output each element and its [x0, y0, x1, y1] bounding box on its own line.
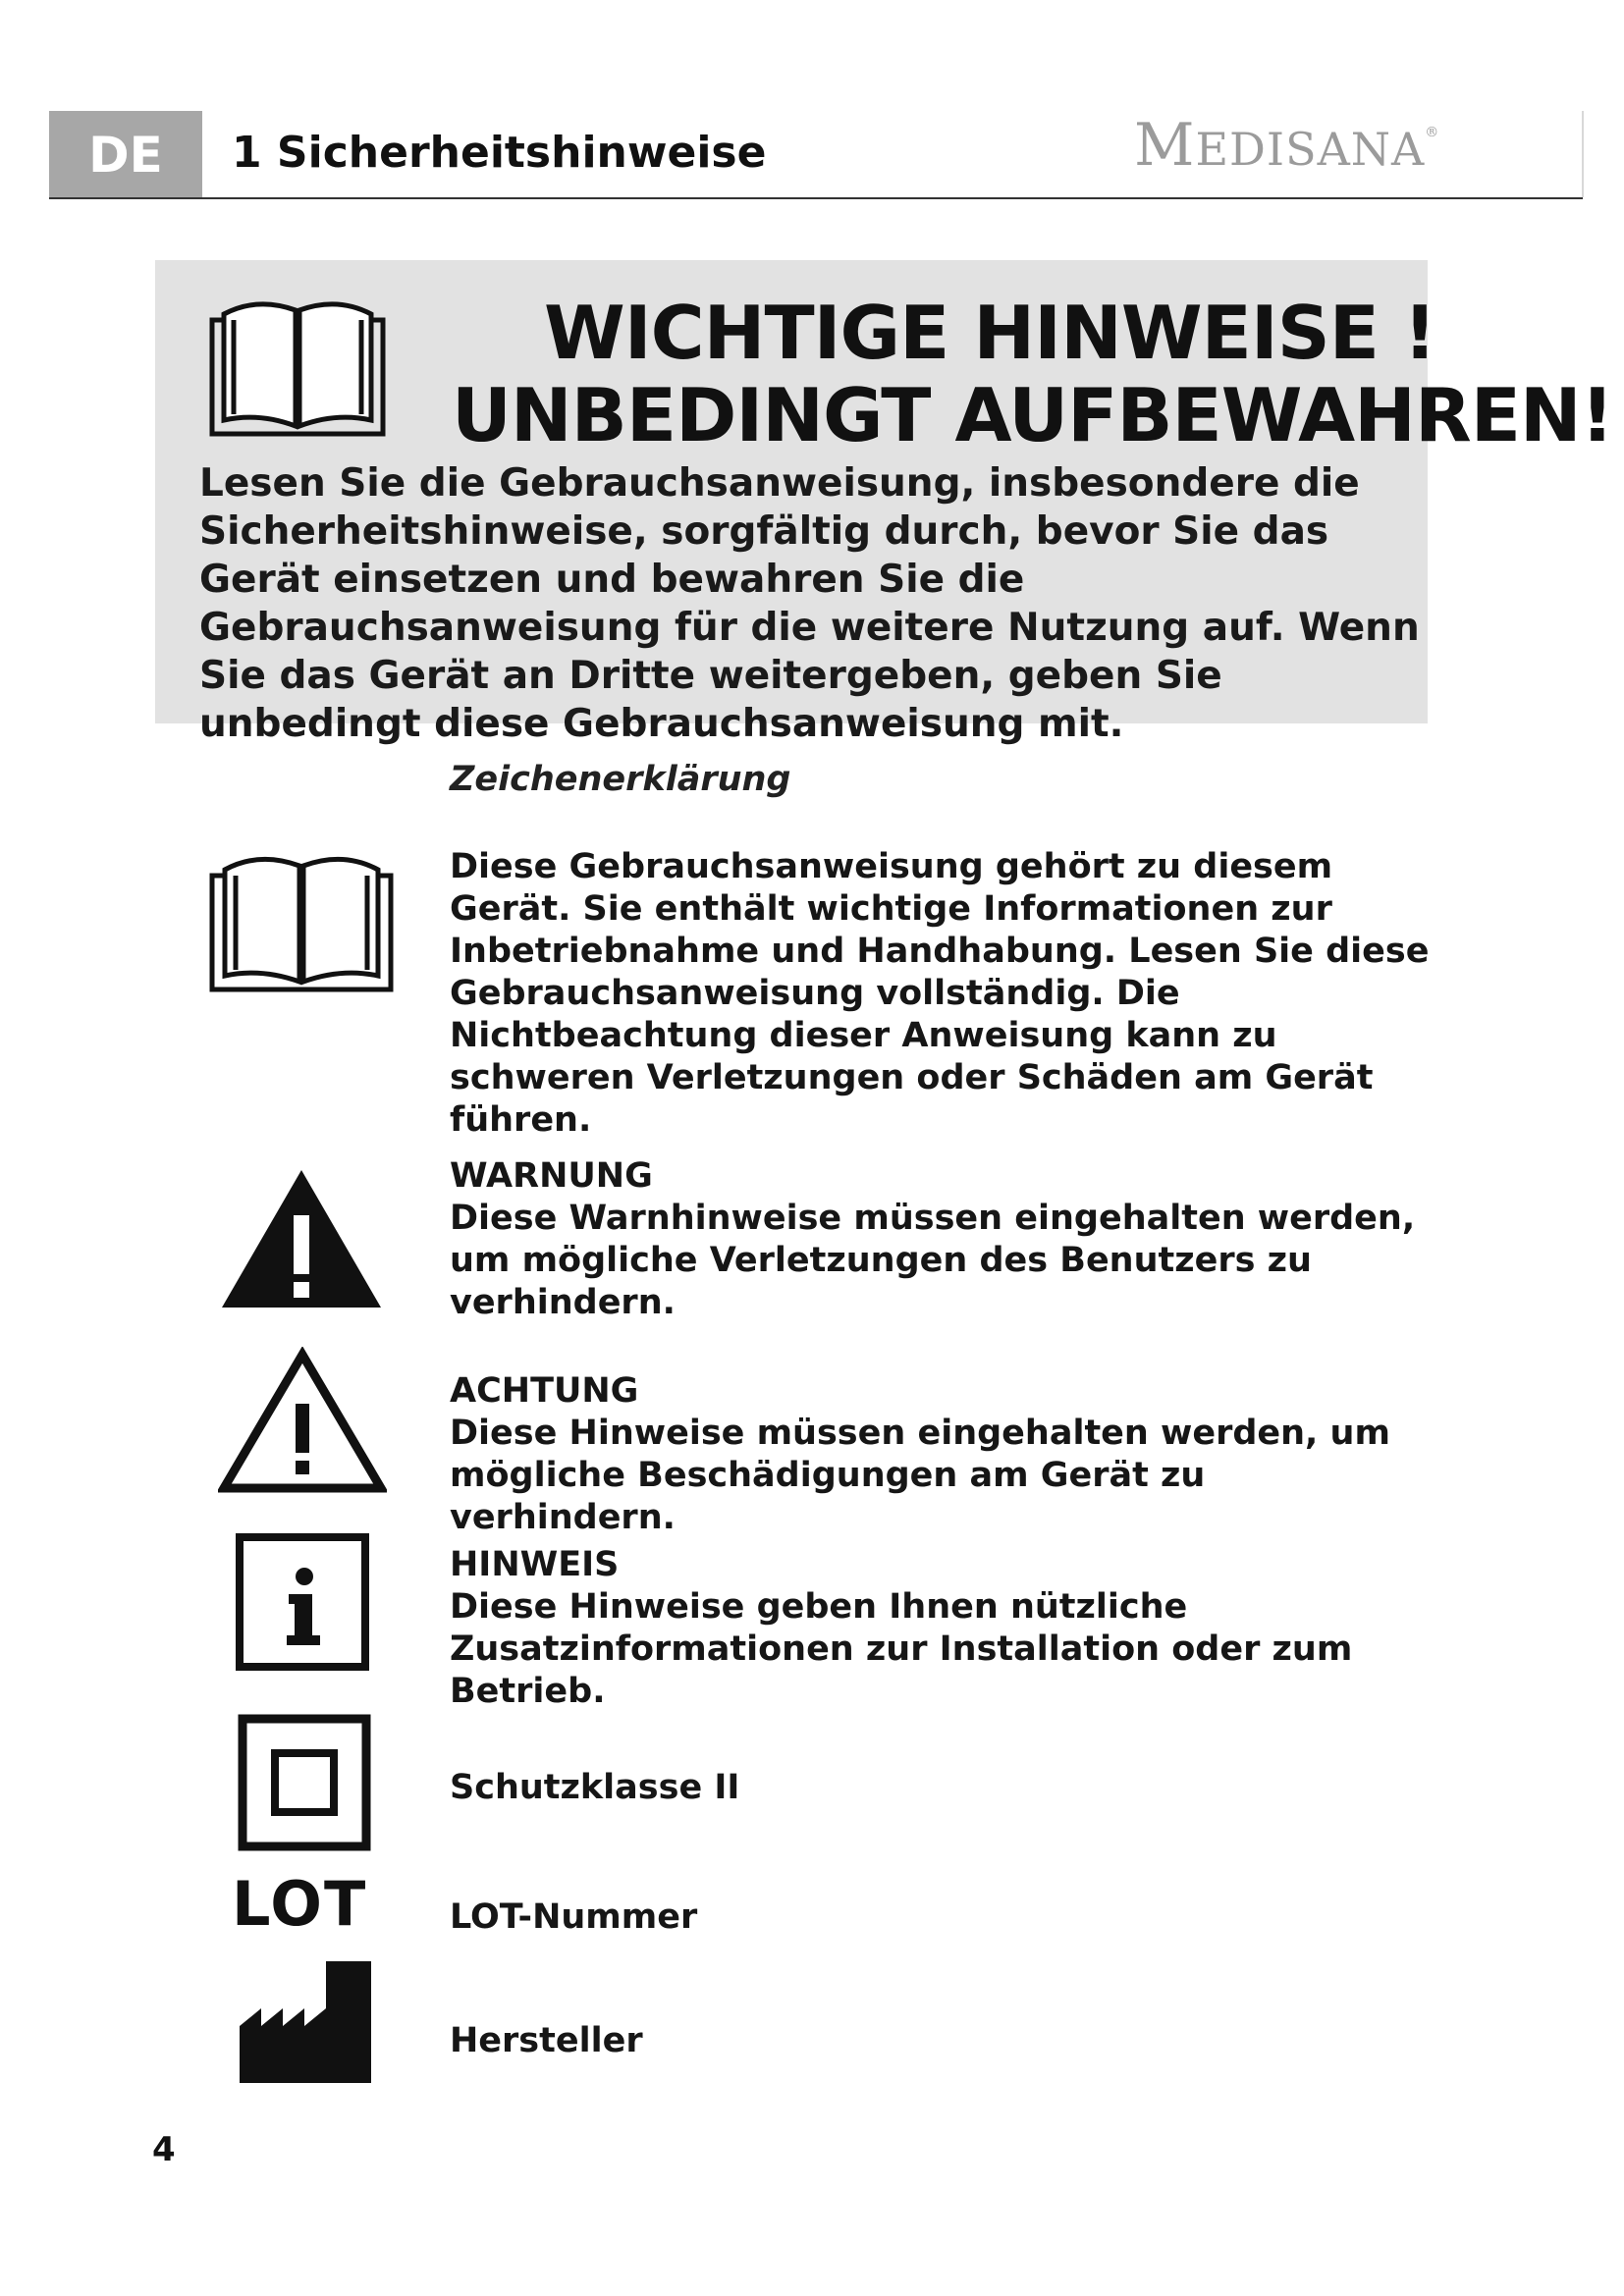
legend-item-lot: LOT-Nummer — [450, 1897, 698, 1937]
brand-first-letter: M — [1134, 111, 1196, 180]
legend-item-manufacturer: Hersteller — [450, 2021, 643, 2060]
note-text: Diese Hinweise geben Ihnen nützliche Zusatzinformationen zur Installation oder zum Betrieb. — [450, 1587, 1353, 1711]
lot-icon: LOT — [232, 1868, 368, 1940]
brand-trademark: ® — [1425, 125, 1440, 140]
manual-book-icon — [208, 293, 387, 440]
notice-heading-line2: UNBEDINGT AUFBEWAHREN! — [452, 372, 1613, 458]
caution-outline-triangle-icon — [218, 1347, 387, 1494]
legend-item-protection-class: Schutzklasse II — [450, 1768, 740, 1807]
caution-text: Diese Hinweise müssen eingehalten werden, um mögliche Beschädigungen am Gerät zu verhindern. — [450, 1414, 1390, 1537]
notice-heading — [452, 290, 1613, 458]
header-divider — [49, 197, 1583, 199]
page-number: 4 — [152, 2130, 176, 2169]
brand-logo — [1134, 111, 1439, 180]
legend-item-note — [450, 1544, 1432, 1713]
info-box-icon — [236, 1533, 369, 1671]
warning-filled-triangle-icon — [218, 1166, 385, 1311]
language-tab — [49, 111, 202, 199]
warning-text: Diese Warnhinweise müssen eingehalten werden, um mögliche Verletzungen des Benutzers zu verhindern. — [450, 1199, 1416, 1322]
legend-title: Zeichenerklärung — [450, 760, 791, 799]
protection-class-ii-icon — [238, 1714, 371, 1851]
legend-item-manual-text: Diese Gebrauchsanweisung gehört zu diesem Gerät. Sie enthält wichtige Informationen zur Inbetriebnahme und Handhabung. Lesen Sie diese Gebrauchsanweisung vollständig. Die Nichtbeachtung dieser Anweisung kann zu schweren Verletzungen oder Schäden am Gerät führen. — [450, 847, 1430, 1140]
warning-label: WARNUNG — [450, 1156, 653, 1196]
legend-item-caution — [450, 1370, 1432, 1539]
manufacturer-icon — [240, 1961, 371, 2083]
legend-item-warning — [450, 1155, 1432, 1324]
brand-rest: EDISANA — [1195, 123, 1426, 176]
notice-heading-line1: WICHTIGE HINWEISE ! — [544, 290, 1436, 376]
section-title: 1 Sicherheitshinweise — [232, 128, 767, 178]
manual-book-icon — [208, 846, 395, 995]
language-code: DE — [88, 127, 163, 184]
header-edge — [1582, 111, 1584, 197]
note-label: HINWEIS — [450, 1545, 620, 1584]
notice-body: Lesen Sie die Gebrauchsanweisung, insbesondere die Sicherheitshinweise, sorgfältig durch, bevor Sie das Gerät einsetzen und bewahren Sie die Gebrauchsanweisung für die weitere Nutzung auf. Wenn Sie das Gerät an Dritte weitergeben, geben Sie unbedingt diese Gebrauchsanweisung mit. — [199, 461, 1420, 746]
caution-label: ACHTUNG — [450, 1371, 639, 1411]
